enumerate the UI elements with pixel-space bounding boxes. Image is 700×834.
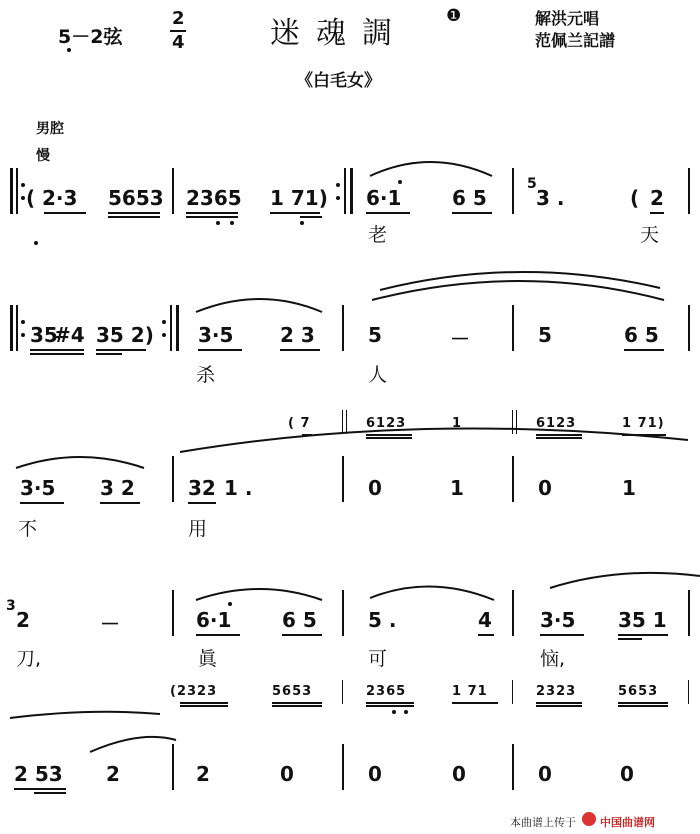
note-group: 1 71) xyxy=(270,186,328,210)
note-group: 3 . xyxy=(536,186,565,210)
note-group: 6 5 xyxy=(282,608,317,632)
ie-logo-icon xyxy=(582,812,596,826)
lyric: 天 xyxy=(640,224,660,246)
note-group: 0 xyxy=(452,762,466,786)
note-group: 6·1 xyxy=(196,608,232,632)
note-group: 35 2) xyxy=(96,323,154,347)
accompaniment-notes: 6123 xyxy=(366,416,407,431)
slur xyxy=(90,737,176,752)
accompaniment-notes: 2365 xyxy=(366,684,407,699)
note-group: 0 xyxy=(280,762,294,786)
lyric: 杀 xyxy=(196,364,216,386)
note-group: 3·5 xyxy=(198,323,234,347)
note-group: 0 xyxy=(538,762,552,786)
note-group: 3·5 xyxy=(20,476,56,500)
note-group: ( xyxy=(26,186,36,210)
slur xyxy=(370,162,492,176)
lyric: 人 xyxy=(368,364,388,386)
note-group: － xyxy=(100,612,120,636)
lyric: 眞 xyxy=(198,648,218,670)
accompaniment-notes: 5653 xyxy=(618,684,659,699)
note-group: 2 xyxy=(196,762,210,786)
note-group: 35 1 xyxy=(618,608,667,632)
note-group: 5653 xyxy=(108,186,164,210)
slur xyxy=(180,428,688,452)
accompaniment-notes: 1 71 xyxy=(452,684,488,699)
note-group: 1 xyxy=(622,476,636,500)
note-group: 35 xyxy=(30,323,58,347)
time-signature-bottom: 4 xyxy=(172,32,185,53)
note-group: 3 2 xyxy=(100,476,135,500)
note-group: 1 . xyxy=(224,476,253,500)
lyric: 不 xyxy=(18,518,38,540)
accompaniment-notes: 1 71) xyxy=(622,416,665,431)
note-group: 2365 xyxy=(186,186,242,210)
slur xyxy=(372,281,664,300)
slur xyxy=(196,299,322,312)
note-group: 5 . xyxy=(368,608,397,632)
lyric: 可 xyxy=(368,648,388,670)
note-group: 3·5 xyxy=(540,608,576,632)
note-group: 0 xyxy=(538,476,552,500)
lyric: 恼, xyxy=(540,648,566,670)
lyric: 刀, xyxy=(16,648,42,670)
time-signature-top: 2 xyxy=(172,8,185,29)
note-group: 6 5 xyxy=(452,186,487,210)
voice-marking: 男腔 xyxy=(36,121,64,137)
slur xyxy=(16,457,144,468)
tie xyxy=(10,712,160,718)
note-group: #4 xyxy=(54,323,85,347)
note-group: 0 xyxy=(368,762,382,786)
grace-note: 5 xyxy=(527,176,537,192)
note-group: 6·1 xyxy=(366,186,402,210)
accompaniment-notes: 6123 xyxy=(536,416,577,431)
note-group: 2·3 xyxy=(42,186,78,210)
key-signature: 5－2弦 xyxy=(58,26,123,48)
slur xyxy=(550,573,700,588)
note-group: － xyxy=(450,327,470,351)
note-group: 2 53 xyxy=(14,762,63,786)
note-group: 32 xyxy=(188,476,216,500)
slur xyxy=(196,589,322,600)
song-title: 迷魂調 xyxy=(270,16,408,51)
footer-site[interactable]: 中国曲谱网 xyxy=(600,816,655,829)
footnote-mark: ❶ xyxy=(446,6,462,26)
accompaniment-notes: 5653 xyxy=(272,684,313,699)
accompaniment-notes: (2323 xyxy=(170,684,218,699)
subtitle: 《白毛女》 xyxy=(296,71,381,91)
grace-note: 3 xyxy=(6,598,16,614)
note-group: ( xyxy=(630,186,640,210)
slur xyxy=(370,586,494,600)
accompaniment-notes: ( 7 xyxy=(288,416,311,431)
note-group: 2 xyxy=(106,762,120,786)
accompaniment-notes: 1 xyxy=(452,416,463,431)
tempo-marking: 慢 xyxy=(36,148,50,164)
note-group: 2 xyxy=(16,608,30,632)
credit-singer: 解洪元唱 xyxy=(535,9,600,28)
note-group: 6 5 xyxy=(624,323,659,347)
lyric: 用 xyxy=(188,518,208,540)
note-group: 2 3 xyxy=(280,323,315,347)
credit-recorder: 范佩兰記譜 xyxy=(535,31,616,50)
accompaniment-notes: 2323 xyxy=(536,684,577,699)
lyric: 老 xyxy=(368,224,388,246)
note-group: 5 xyxy=(368,323,382,347)
note-group: 5 xyxy=(538,323,552,347)
note-group: 0 xyxy=(620,762,634,786)
note-group: 0 xyxy=(368,476,382,500)
footer-text: 本曲谱上传于 xyxy=(510,816,576,829)
note-group: 2 xyxy=(650,186,664,210)
note-group: 4 xyxy=(478,608,492,632)
note-group: 1 xyxy=(450,476,464,500)
